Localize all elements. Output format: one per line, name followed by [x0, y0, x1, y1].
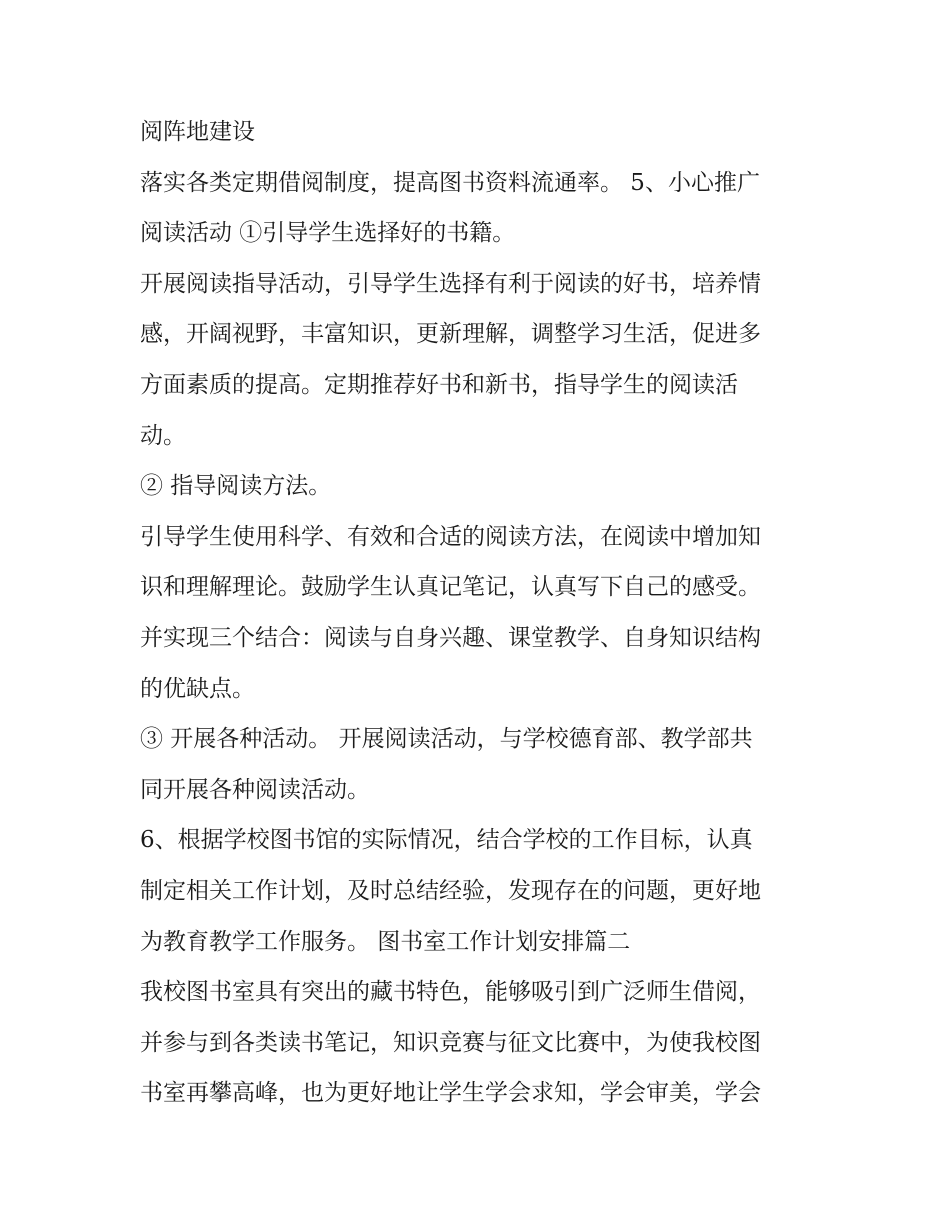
text-line: 并实现三个结合：阅读与自身兴趣、课堂教学、自身知识结构	[140, 624, 761, 651]
text-line: 书室再攀高峰，也为更好地让学生学会求知，学会审美，学会	[140, 1080, 761, 1107]
text-line: 我校图书室具有突出的藏书特色，能够吸引到广泛师生借阅，	[140, 979, 761, 1006]
text-line: 识和理解理论。鼓励学生认真记笔记，认真写下自己的感受。	[140, 574, 761, 601]
text-line: 感，开阔视野，丰富知识，更新理解，调整学习生活，促进多	[140, 321, 761, 348]
text-line: 落实各类定期借阅制度，提高图书资料流通率。 5、小心推广	[140, 169, 760, 196]
text-line: 6、根据学校图书馆的实际情况，结合学校的工作目标，认真	[140, 827, 753, 854]
document-body	[140, 107, 820, 1119]
text-line: ③ 开展各种活动。 开展阅读活动，与学校德育部、教学部共	[140, 726, 753, 753]
text-line: 方面素质的提高。定期推荐好书和新书，指导学生的阅读活	[140, 371, 738, 398]
text-line: 引导学生使用科学、有效和合适的阅读方法，在阅读中增加知	[140, 523, 761, 550]
text-line: 开展阅读指导活动，引导学生选择有利于阅读的好书，培养情	[140, 270, 761, 297]
text-line: 阅读活动 ①引导学生选择好的书籍。	[140, 220, 516, 247]
text-line: 为教育教学工作服务。 图书室工作计划安排篇二	[140, 928, 631, 955]
text-line: 动。	[140, 422, 186, 449]
text-line: 并参与到各类读书笔记，知识竞赛与征文比赛中，为使我校图	[140, 1029, 761, 1056]
text-line: 制定相关工作计划，及时总结经验，发现存在的问题，更好地	[140, 877, 761, 904]
text-line: 同开展各种阅读活动。	[140, 776, 370, 803]
text-line: ② 指导阅读方法。	[140, 473, 332, 500]
text-line: 阅阵地建设	[140, 119, 255, 145]
text-line: 的优缺点。	[140, 675, 255, 702]
